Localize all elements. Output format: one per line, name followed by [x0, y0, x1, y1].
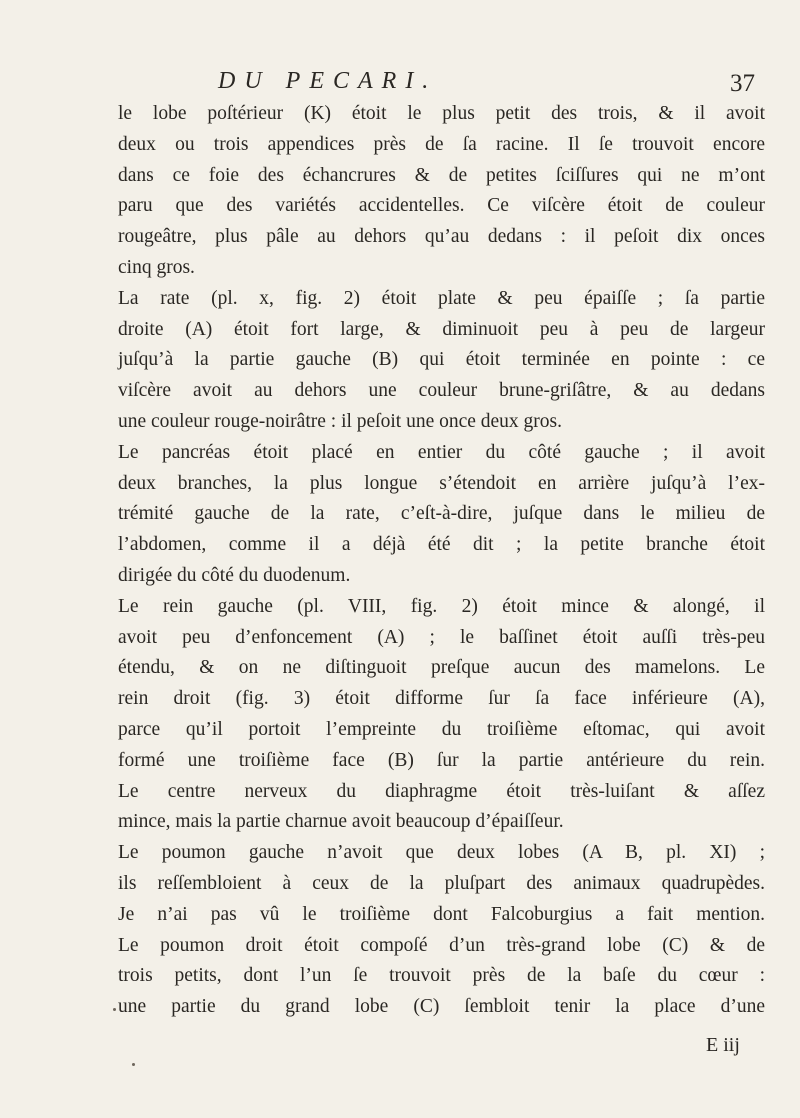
- text-line: deux branches, la plus longue s’étendoit en arrière juſqu’à l’ex-: [118, 472, 765, 494]
- text-line: formé une troiſième face (B) ſur la partie antérieure du rein.: [118, 749, 765, 771]
- text-line: avoit peu d’enfoncement (A) ; le baſſinet étoit auſſi très-peu: [118, 626, 765, 648]
- text-line: cinq gros.: [118, 256, 195, 278]
- body-text: [118, 99, 765, 1023]
- text-line: rougeâtre, plus pâle au dehors qu’au dedans : il peſoit dix onces: [118, 226, 765, 248]
- text-line: l’abdomen, comme il a déjà été dit ; la petite branche étoit: [118, 534, 765, 556]
- text-line: mince, mais la partie charnue avoit beaucoup d’épaiſſeur.: [118, 811, 564, 833]
- text-line: parce qu’il portoit l’empreinte du troiſième eſtomac, qui avoit: [118, 718, 765, 740]
- text-line: Le rein gauche (pl. VIII, fig. 2) étoit mince & alongé, il: [118, 595, 765, 617]
- text-line: ils reſſembloient à ceux de la pluſpart des animaux quadrupèdes.: [118, 872, 765, 894]
- text-line: viſcère avoit au dehors une couleur brune-griſâtre, & au dedans: [118, 380, 765, 402]
- text-line: paru que des variétés accidentelles. Ce viſcère étoit de couleur: [118, 195, 765, 217]
- text-line: Le poumon gauche n’avoit que deux lobes (A B, pl. XI) ;: [118, 842, 765, 864]
- text-line: La rate (pl. x, fig. 2) étoit plate & peu épaiſſe ; ſa partie: [118, 287, 765, 309]
- text-line: dans ce foie des échancrures & de petites ſciſſures qui ne m’ont: [118, 164, 765, 186]
- page-number: 37: [730, 70, 755, 97]
- text-line: juſqu’à la partie gauche (B) qui étoit terminée en pointe : ce: [118, 349, 765, 371]
- text-line: Le pancréas étoit placé en entier du côté gauche ; il avoit: [118, 441, 765, 463]
- text-line: dirigée du côté du duodenum.: [118, 564, 351, 586]
- page-header: [0, 62, 800, 102]
- text-line: Je n’ai pas vû le troiſième dont Falcoburgius a fait mention.: [118, 903, 765, 925]
- running-title: DU PECARI.: [218, 68, 438, 94]
- text-line: droite (A) étoit fort large, & diminuoit peu à peu de largeur: [118, 318, 765, 340]
- text-line: étendu, & on ne diſtinguoit preſque aucun des mamelons. Le: [118, 657, 765, 679]
- text-line: trois petits, dont l’un ſe trouvoit près de la baſe du cœur :: [118, 965, 765, 987]
- text-line: une partie du grand lobe (C) ſembloit tenir la place d’une: [118, 996, 765, 1018]
- text-line: trémité gauche de la rate, c’eſt-à-dire, juſque dans le milieu de: [118, 503, 765, 525]
- text-line: une couleur rouge-noirâtre : il peſoit une once deux gros.: [118, 410, 563, 432]
- ink-speck: [132, 1063, 135, 1066]
- text-line: Le poumon droit étoit compoſé d’un très-grand lobe (C) & de: [118, 934, 765, 956]
- text-line: Le centre nerveux du diaphragme étoit très-luiſant & aſſez: [118, 780, 765, 802]
- text-line: deux ou trois appendices près de ſa racine. Il ſe trouvoit encore: [118, 133, 765, 155]
- text-line: rein droit (fig. 3) étoit difforme ſur ſa face inférieure (A),: [118, 688, 765, 710]
- ink-speck: [113, 1008, 116, 1011]
- signature-mark: E iij: [706, 1034, 740, 1056]
- text-line: le lobe poſtérieur (K) étoit le plus petit des trois, & il avoit: [118, 103, 765, 124]
